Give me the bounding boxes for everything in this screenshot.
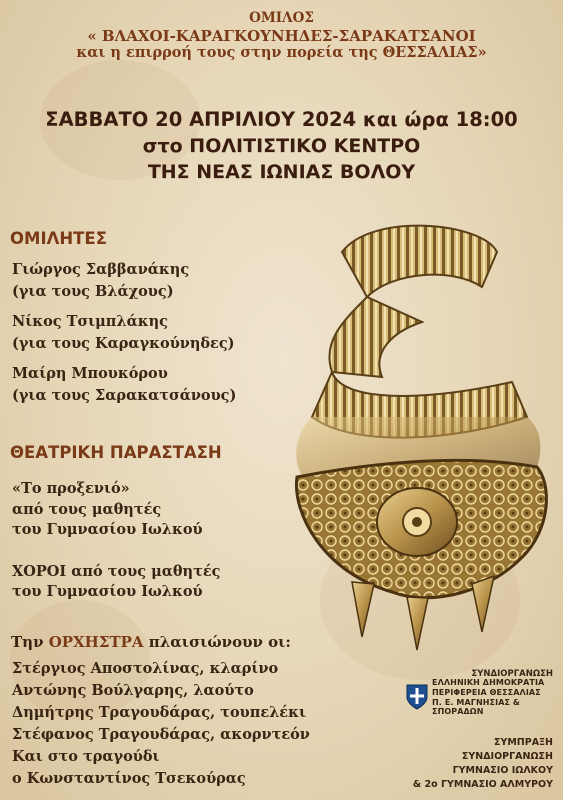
silver-belt-artwork [282, 212, 554, 652]
orchestra-member: Δημήτρης Τραγουδάρας, τουπελέκι [12, 704, 307, 721]
orchestra-member: Αντώνης Βούλγαρης, λαούτο [12, 682, 254, 699]
orchestra-member: Και στο τραγούδι [12, 748, 160, 765]
credit-line: ΣΥΜΠΡΑΞΗ [493, 737, 553, 748]
speaker-topic: (για τους Βλάχους) [12, 283, 174, 300]
gov-line: Π. Ε. ΜΑΓΝΗΣΙΑΣ & ΣΠΟΡΑΔΩΝ [432, 698, 521, 716]
orchestra-member: Στέργιος Αποστολίνας, κλαρίνο [12, 660, 279, 677]
orchestra-member: ο Κωνσταντίνος Τσεκούρας [12, 770, 246, 787]
orchestra-heading-prefix: Την [11, 633, 49, 651]
theater-line: από τους μαθητές [12, 501, 162, 518]
dances-line: του Γυμνασίου Ιωλκού [12, 583, 203, 600]
coorganization-label: ΣΥΝΔΙΟΡΓΑΝΩΣΗ [471, 669, 553, 679]
orchestra-heading-accent: ΟΡΧΗΣΤΡΑ [48, 633, 144, 651]
club-subtitle: και η επιρροή τους στην πορεία της ΘΕΣΣΑΛΙΑΣ» [76, 44, 487, 61]
credit-line: ΓΥΜΝΑΣΙΟ ΙΩΛΚΟΥ [452, 765, 553, 776]
orchestra-member: Στέφανος Τραγουδάρας, ακορντεόν [12, 726, 310, 743]
gov-line: ΕΛΛΗΝΙΚΗ ΔΗΜΟΚΡΑΤΙΑ [432, 678, 545, 687]
club-title: « ΒΛΑΧΟΙ-ΚΑΡΑΓΚΟΥΝΗΔΕΣ-ΣΑΡΑΚΑΤΣΑΝΟΙ [87, 27, 476, 45]
theater-play-title: «Το προξενιό» [12, 480, 130, 497]
speaker-topic: (για τους Καραγκούνηδες) [12, 335, 235, 352]
dances-line: ΧΟΡΟΙ από τους μαθητές [12, 563, 221, 580]
gov-line: ΠΕΡΙΦΕΡΕΙΑ ΘΕΣΣΑΛΙΑΣ [432, 688, 541, 697]
credit-line: ΣΥΝΔΙΟΡΓΑΝΩΣΗ [461, 751, 553, 762]
speaker-name: Γιώργος Σαββανάκης [12, 261, 190, 278]
event-venue-line2: ΤΗΣ ΝΕΑΣ ΙΩΝΙΑΣ ΒΟΛΟΥ [147, 161, 416, 183]
event-date: ΣΑΒΒΑΤΟ 20 ΑΠΡΙΛΙΟΥ 2024 και ώρα 18:00 [45, 108, 518, 131]
theater-line: του Γυμνασίου Ιωλκού [12, 521, 203, 538]
club-label: ΟΜΙΛΟΣ [249, 10, 314, 26]
speaker-name: Νίκος Τσιμπλάκης [12, 313, 168, 330]
greek-crest-icon [405, 683, 429, 711]
credit-line: & 2ο ΓΥΜΝΑΣΙΟ ΑΛΜΥΡΟΥ [412, 779, 553, 790]
speaker-topic: (για τους Σαρακατσάνους) [12, 387, 237, 404]
orchestra-heading [11, 633, 291, 652]
speakers-heading: ΟΜΙΛΗΤΕΣ [10, 229, 107, 248]
event-venue-line1: στο ΠΟΛΙΤΙΣΤΙΚΟ ΚΕΝΤΡΟ [142, 135, 421, 157]
theater-heading: ΘΕΑΤΡΙΚΗ ΠΑΡΑΣΤΑΣΗ [10, 443, 222, 462]
speaker-name: Μαίρη Μπουκόρου [12, 365, 168, 382]
orchestra-heading-suffix: πλαισιώνουν οι: [143, 633, 291, 651]
